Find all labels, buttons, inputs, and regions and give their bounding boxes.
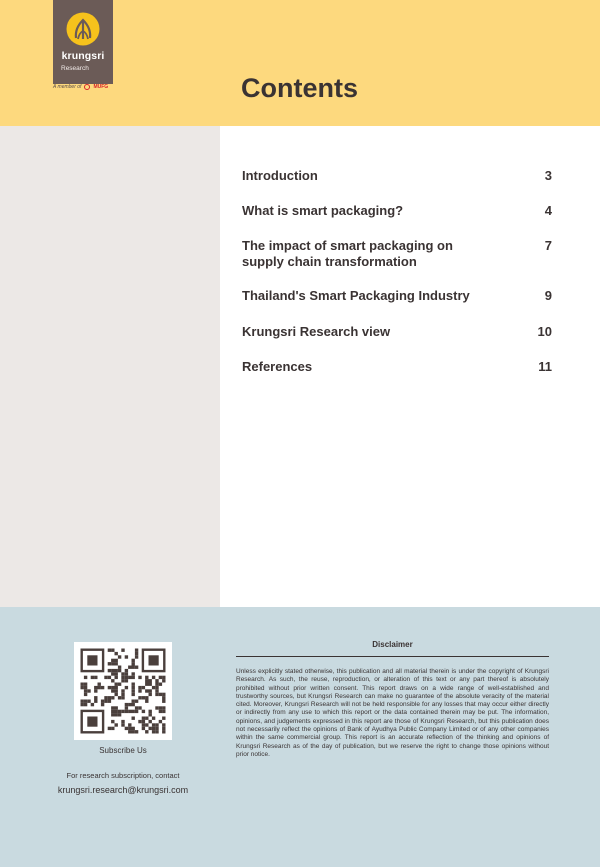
page-title: Contents: [241, 73, 358, 103]
logo-wordmark: krungsri: [61, 50, 105, 62]
logo-subtitle: Research: [61, 65, 89, 72]
toc-entry-introduction[interactable]: [242, 168, 552, 184]
member-of-line: [53, 84, 108, 90]
toc-entry-page: 9: [544, 288, 552, 303]
subscribe-label: Subscribe Us: [99, 746, 147, 755]
member-prefix: A member of: [53, 84, 82, 90]
toc-entry-krungsri-view[interactable]: [242, 324, 552, 340]
mufg-logo-icon: [84, 84, 90, 90]
toc-entry-page: 4: [544, 203, 552, 218]
subscription-contact-text: For research subscription, contact: [66, 771, 180, 780]
disclaimer-divider: [236, 656, 549, 657]
toc-entry-title: Introduction: [242, 168, 318, 183]
krungsri-logo-mark-icon: [66, 12, 100, 46]
toc-entry-page: 10: [537, 324, 552, 339]
qr-code-graphic: [74, 642, 172, 740]
side-panel: [0, 126, 220, 607]
toc-entry-page: 7: [544, 238, 552, 253]
contact-email-link[interactable]: krungsri.research@krungsri.com: [57, 785, 189, 795]
toc-entry-title: What is smart packaging?: [242, 203, 404, 218]
disclaimer-title: Disclaimer: [372, 640, 413, 649]
header-band: [0, 0, 600, 126]
toc-entry-page: 11: [538, 359, 552, 374]
mufg-label: MUFG: [93, 84, 109, 90]
toc-entry-what-is-smart-packaging[interactable]: [242, 203, 552, 219]
toc-entry-title: The impact of smart packaging on supply chain transformation: [242, 238, 453, 269]
toc-entry-thailand-industry[interactable]: [242, 288, 552, 304]
qr-code-icon[interactable]: [74, 642, 172, 740]
toc-entry-page: 3: [544, 168, 552, 183]
toc-entry-title: Krungsri Research view: [242, 324, 391, 339]
toc-entry-impact[interactable]: [242, 238, 552, 270]
disclaimer-text: Unless explicitly stated otherwise, this publication and all material therein is under the copyright of Krungsri Research. As such, the reuse, reproduction, or alteration of this text or any part thereof is absolutely prohibited without prior written consent. This report draws on a wide range of well-established and trustworthy sources, but Krungsri Research can make no guarantee of the absolute veracity of the material cited. Moreover, Krungsri Research will not be held responsible for any losses that may occur either directly or indirectly from any use to which this report or the data contained therein may be put. The information, opinions, and judgements expressed in this report are those of Krungsri Research, but this publication does not necessarily reflect the opinions of Bank of Ayudhya Public Company Limited or of any other companies within the same commercial group. This report is an accurate reflection of the thinking and opinions of Krungsri Research as of the day of publication, but we reserve the right to change those opinions without prior notice.: [236, 668, 549, 758]
toc-entry-title: Thailand's Smart Packaging Industry: [242, 288, 470, 303]
krungsri-logo[interactable]: [53, 0, 113, 84]
toc-entry-title: References: [242, 359, 313, 374]
toc-entry-references[interactable]: [242, 359, 552, 375]
